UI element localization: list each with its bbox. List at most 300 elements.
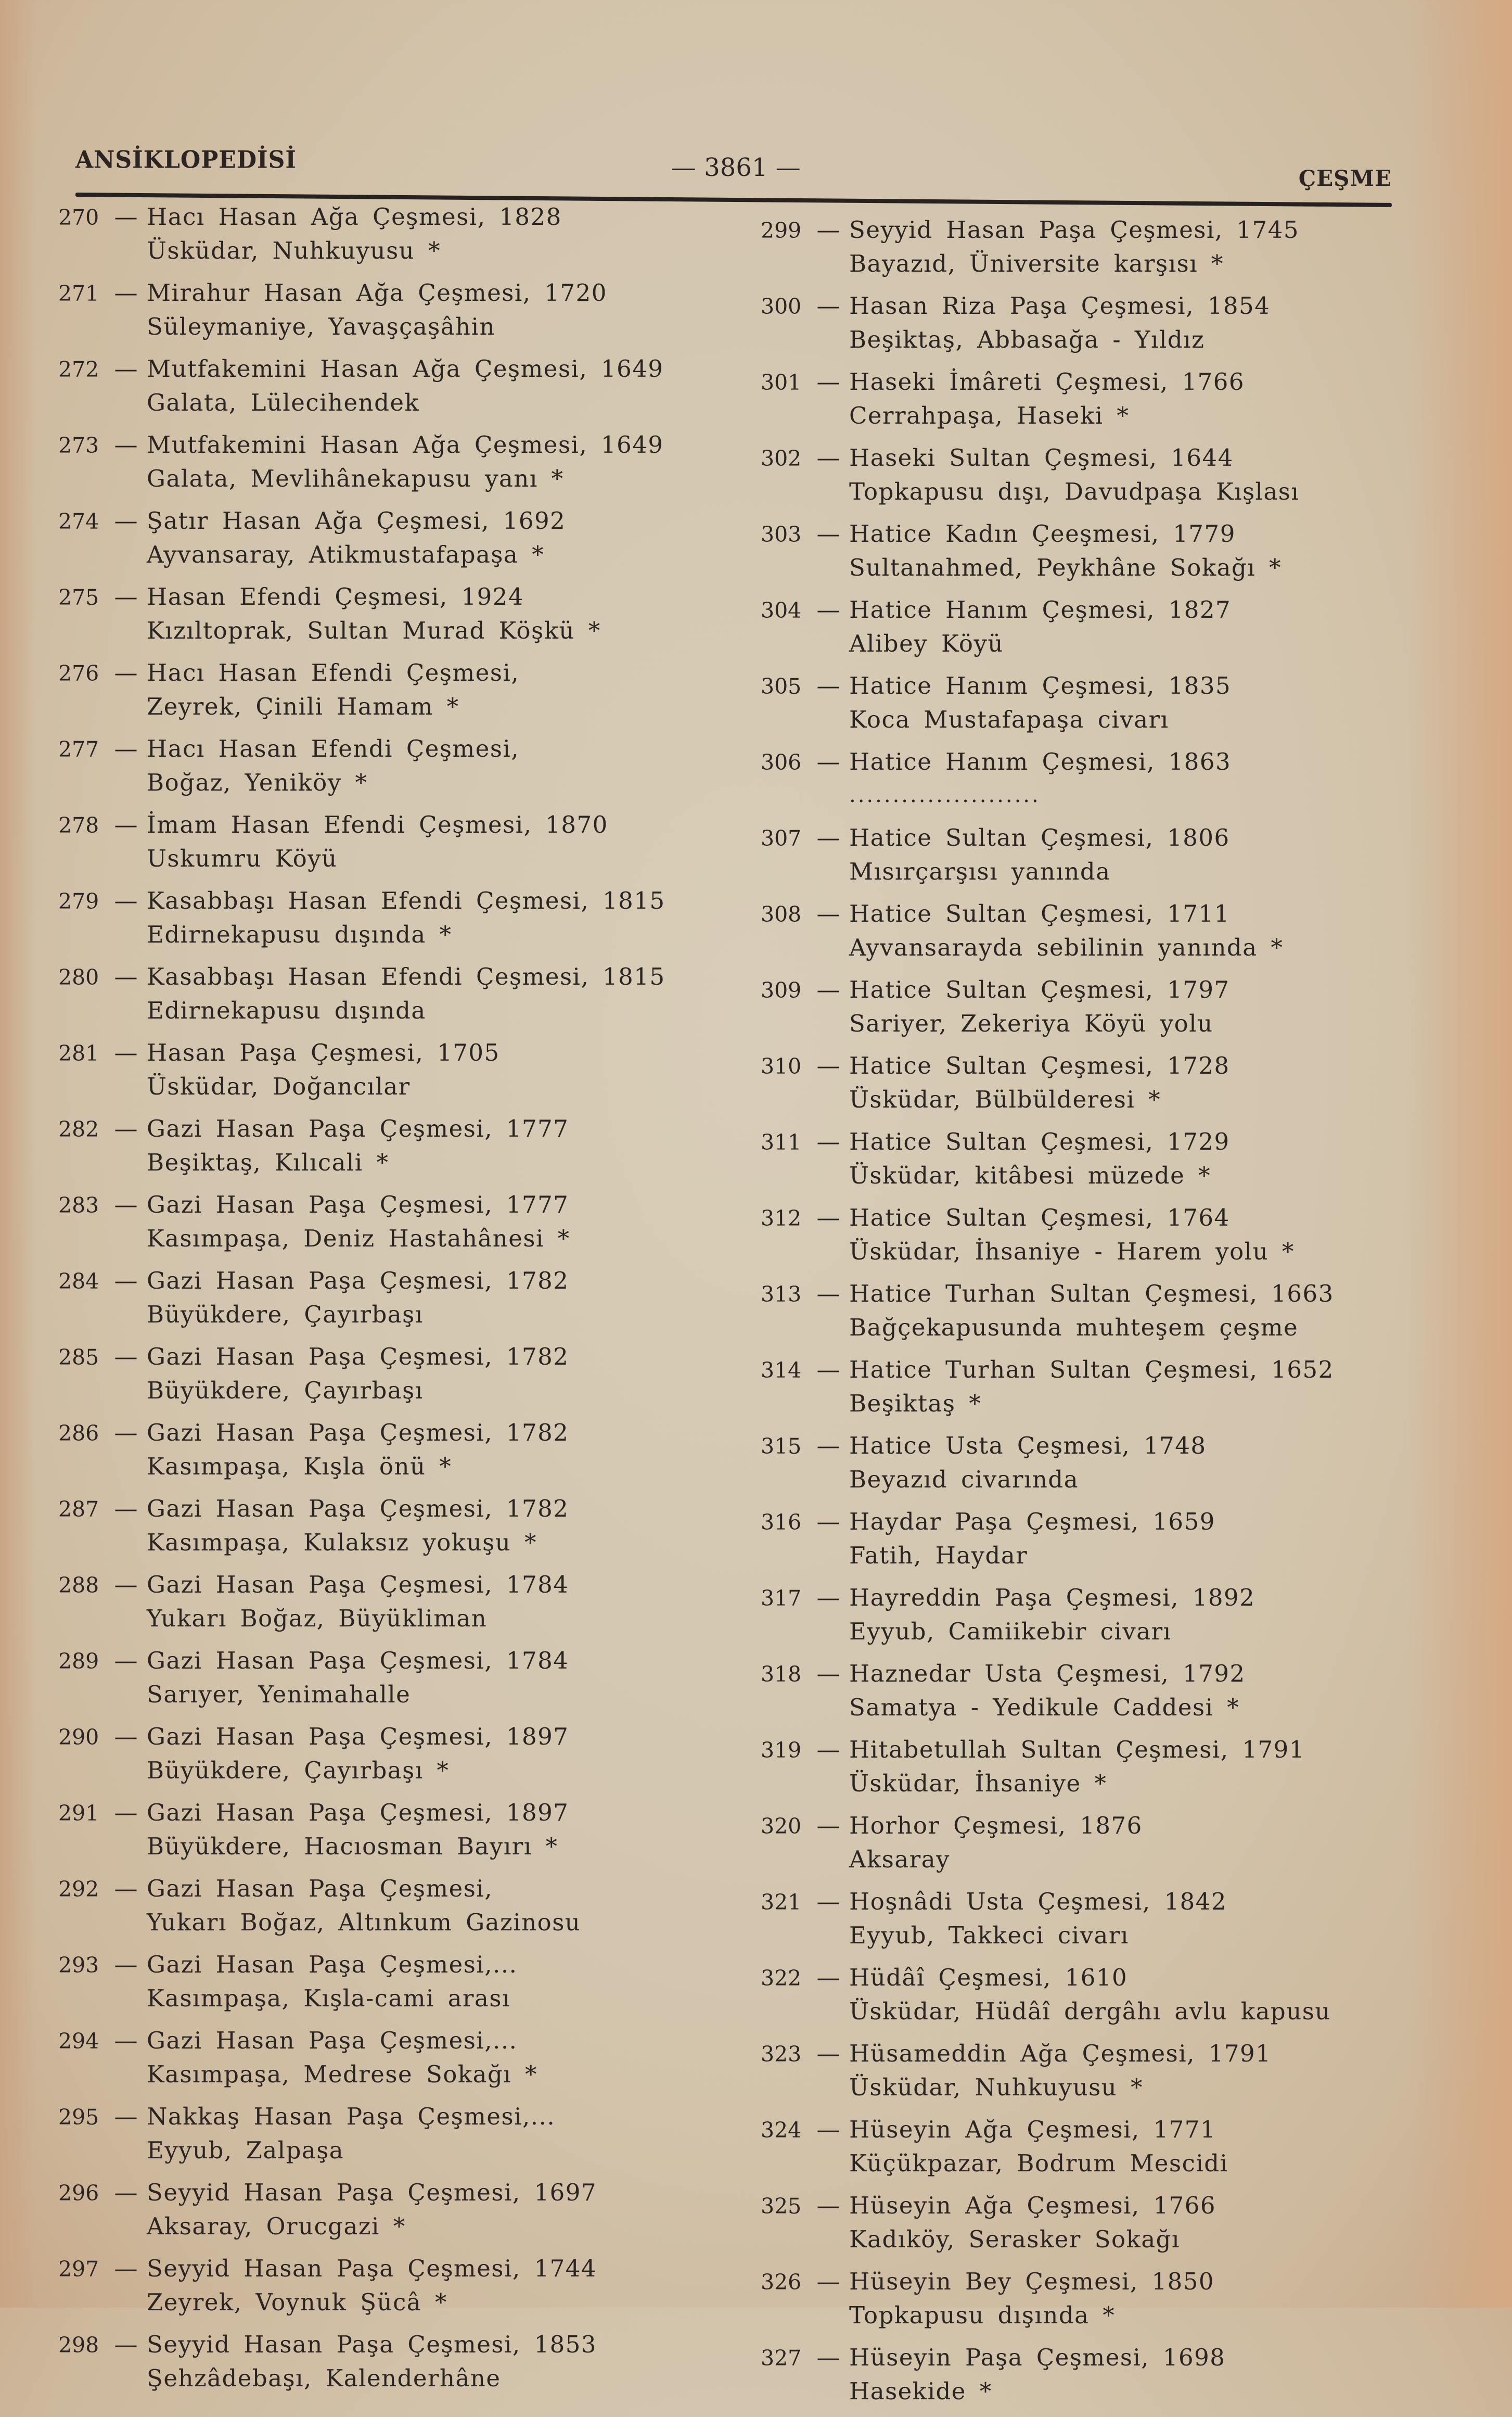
entry-number: 318 xyxy=(761,1662,802,1687)
entry-location: Ayvansaray, Atikmustafapaşa * xyxy=(147,541,545,568)
entry-dash: — xyxy=(114,1723,138,1750)
entry-title-line xyxy=(761,1125,1411,1159)
entry-dash: — xyxy=(114,2103,138,2130)
list-item xyxy=(58,1872,709,1939)
entry-dash: — xyxy=(816,596,840,624)
entry-title-line xyxy=(761,2037,1411,2071)
list-item xyxy=(58,1036,709,1103)
entry-title: Hatice Sultan Çeşmesi, 1729 xyxy=(849,1128,1230,1155)
entry-title-line xyxy=(761,1961,1411,1995)
entry-number: 326 xyxy=(761,2270,802,2295)
entry-title: Hüseyin Bey Çeşmesi, 1850 xyxy=(849,2268,1215,2295)
entry-title-line xyxy=(58,504,709,538)
list-item xyxy=(58,656,709,723)
entry-title-line xyxy=(58,1112,709,1146)
entry-location: Kadıköy, Serasker Sokağı xyxy=(849,2225,1180,2253)
list-item xyxy=(761,1505,1411,1572)
list-item xyxy=(761,1885,1411,1952)
entry-number: 327 xyxy=(761,2346,802,2371)
entry-title: Haseki İmâreti Çeşmesi, 1766 xyxy=(849,368,1245,396)
entry-number: 303 xyxy=(761,522,802,547)
entry-number: 273 xyxy=(58,433,99,458)
entry-location: Kasımpaşa, Kışla-cami arası xyxy=(147,1985,510,2012)
entry-number: 286 xyxy=(58,1421,99,1446)
list-item xyxy=(761,669,1411,736)
entry-number: 298 xyxy=(58,2333,99,2358)
running-head-left: ANSİKLOPEDİSİ xyxy=(75,146,297,174)
entry-location: Yukarı Boğaz, Altınkum Gazinosu xyxy=(147,1909,581,1936)
list-item xyxy=(761,897,1411,964)
page-edge-shadow-left xyxy=(0,0,36,2308)
entry-location: Üsküdar, Nuhkuyusu * xyxy=(147,237,441,264)
entry-title: Hatice Sultan Çeşmesi, 1806 xyxy=(849,824,1230,851)
entry-location: Yukarı Boğaz, Büyükliman xyxy=(147,1605,488,1632)
entry-title: Hatice Usta Çeşmesi, 1748 xyxy=(849,1432,1207,1459)
entry-number: 312 xyxy=(761,1206,802,1231)
entry-number: 301 xyxy=(761,370,802,395)
entry-location: Büyükdere, Çayırbaşı xyxy=(147,1377,424,1404)
entry-dash: — xyxy=(114,1647,138,1674)
entry-title-line xyxy=(761,1809,1411,1843)
entry-location: Aksaray, Orucgazi * xyxy=(147,2212,406,2240)
entry-location: Fatih, Haydar xyxy=(849,1542,1028,1569)
entry-dash: — xyxy=(816,2192,840,2219)
entry-dash: — xyxy=(114,507,138,535)
entry-title-line xyxy=(761,2341,1411,2375)
entry-dash: — xyxy=(114,1571,138,1598)
entry-dash: — xyxy=(816,1432,840,1459)
entry-dash: — xyxy=(114,2255,138,2282)
entry-number: 322 xyxy=(761,1966,802,1991)
entry-location: Sariyer, Zekeriya Köyü yolu xyxy=(849,1010,1213,1037)
entry-title: Seyyid Hasan Paşa Çeşmesi, 1853 xyxy=(147,2331,597,2358)
entry-dash: — xyxy=(114,1951,138,1978)
entry-number: 291 xyxy=(58,1801,99,1826)
entry-number: 272 xyxy=(58,357,99,382)
entry-title-line xyxy=(58,1264,709,1298)
entry-dash: — xyxy=(816,2344,840,2371)
list-item xyxy=(58,884,709,951)
list-item xyxy=(58,2176,709,2243)
entry-title: Mutfakemini Hasan Ağa Çeşmesi, 1649 xyxy=(147,355,664,383)
entry-location: Edirnekapusu dışında * xyxy=(147,921,452,948)
entry-dash: — xyxy=(816,1508,840,1535)
entry-title: Hayreddin Paşa Çeşmesi, 1892 xyxy=(849,1584,1255,1611)
list-item xyxy=(761,289,1411,356)
entry-title-line xyxy=(761,517,1411,551)
entry-dash: — xyxy=(816,292,840,320)
entry-location: Uskumru Köyü xyxy=(147,845,338,872)
entry-location: Üsküdar, Bülbülderesi * xyxy=(849,1086,1161,1113)
entry-dash: — xyxy=(114,1419,138,1446)
entry-title-line xyxy=(761,2265,1411,2299)
entry-dash: — xyxy=(114,2179,138,2206)
entry-title: Gazi Hasan Paşa Çeşmesi, 1777 xyxy=(147,1115,569,1142)
entry-number: 305 xyxy=(761,674,802,699)
list-item xyxy=(761,1277,1411,1344)
list-item xyxy=(58,1264,709,1331)
entry-dash: — xyxy=(114,1191,138,1218)
list-item xyxy=(58,1796,709,1863)
entry-title: Gazi Hasan Paşa Çeşmesi, 1897 xyxy=(147,1799,569,1826)
entry-title: Hatice Sultan Çeşmesi, 1728 xyxy=(849,1052,1230,1079)
entry-dash: — xyxy=(114,431,138,459)
left-column xyxy=(58,200,709,2404)
entry-title: Hacı Hasan Efendi Çeşmesi, xyxy=(147,659,520,686)
entry-title: Mirahur Hasan Ağa Çeşmesi, 1720 xyxy=(147,279,607,307)
entry-location: Samatya - Yedikule Caddesi * xyxy=(849,1694,1240,1721)
list-item xyxy=(761,821,1411,888)
list-item xyxy=(761,2113,1411,2180)
list-item xyxy=(58,1416,709,1483)
entry-dash: — xyxy=(816,2116,840,2143)
entry-number: 320 xyxy=(761,1814,802,1839)
entry-title: Kasabbaşı Hasan Efendi Çeşmesi, 1815 xyxy=(147,963,665,990)
entry-dash: — xyxy=(816,2040,840,2067)
entry-dash: — xyxy=(114,1343,138,1370)
entry-location: Beşiktaş * xyxy=(849,1390,982,1417)
entry-location: Kasımpaşa, Deniz Hastahânesi * xyxy=(147,1225,570,1252)
entry-title-line xyxy=(761,1733,1411,1767)
entry-title-line xyxy=(58,2252,709,2286)
entry-location: Beşiktaş, Abbasağa - Yıldız xyxy=(849,326,1205,353)
entry-title: Gazi Hasan Paşa Çeşmesi, 1897 xyxy=(147,1723,569,1750)
entry-location: Eyyub, Camiikebir civarı xyxy=(849,1618,1172,1645)
entry-number: 271 xyxy=(58,281,99,306)
entry-title: Mutfakemini Hasan Ağa Çeşmesi, 1649 xyxy=(147,431,664,459)
list-item xyxy=(761,1961,1411,2028)
list-item xyxy=(58,1644,709,1711)
list-item xyxy=(761,973,1411,1040)
list-item xyxy=(761,745,1411,812)
entry-location: Cerrahpaşa, Haseki * xyxy=(849,402,1130,429)
entry-location: Aksaray xyxy=(849,1846,950,1873)
entry-location: Üsküdar, İhsaniye * xyxy=(849,1770,1107,1797)
entry-title-line xyxy=(761,1429,1411,1463)
entry-number: 282 xyxy=(58,1117,99,1142)
entry-title: Haznedar Usta Çeşmesi, 1792 xyxy=(849,1660,1246,1687)
entry-location: Koca Mustafapaşa civarı xyxy=(849,706,1169,733)
entry-dash: — xyxy=(816,1128,840,1155)
list-item xyxy=(58,428,709,495)
entry-dash: — xyxy=(816,368,840,396)
entry-location: Üsküdar, kitâbesi müzede * xyxy=(849,1162,1211,1189)
entry-location: Boğaz, Yeniköy * xyxy=(147,769,368,796)
entry-dash: — xyxy=(114,583,138,610)
entry-title-line xyxy=(761,593,1411,627)
entry-title: Gazi Hasan Paşa Çeşmesi, 1782 xyxy=(147,1343,569,1370)
entry-location: Galata, Lülecihendek xyxy=(147,389,420,416)
entry-location: Sultanahmed, Peykhâne Sokağı * xyxy=(849,554,1282,581)
entry-title-line xyxy=(761,745,1411,779)
entry-title-line xyxy=(761,1581,1411,1615)
entry-title: Hatice Sultan Çeşmesi, 1764 xyxy=(849,1204,1230,1231)
entry-title-line xyxy=(761,1657,1411,1691)
entry-number: 281 xyxy=(58,1041,99,1066)
entry-title-line xyxy=(58,1340,709,1374)
entry-location: Bağçekapusunda muhteşem çeşme xyxy=(849,1314,1299,1341)
list-item xyxy=(58,580,709,647)
entry-location: Mısırçarşısı yanında xyxy=(849,858,1111,885)
entry-location: Hasekide * xyxy=(849,2377,992,2405)
entry-title-line xyxy=(58,200,709,234)
entry-location: Zeyrek, Çinili Hamam * xyxy=(147,693,459,720)
entry-title: Hüseyin Ağa Çeşmesi, 1771 xyxy=(849,2116,1216,2143)
entry-dash: — xyxy=(816,900,840,927)
entry-title: Gazi Hasan Paşa Çeşmesi, 1782 xyxy=(147,1267,569,1294)
entry-title: Hatice Sultan Çeşmesi, 1711 xyxy=(849,900,1230,927)
entry-number: 317 xyxy=(761,1586,802,1611)
entry-number: 285 xyxy=(58,1345,99,1370)
entry-dash: — xyxy=(816,1888,840,1915)
entry-title: Gazi Hasan Paşa Çeşmesi, 1777 xyxy=(147,1191,569,1218)
list-item xyxy=(761,2037,1411,2104)
entry-number: 278 xyxy=(58,813,99,838)
entry-title: Hitabetullah Sultan Çeşmesi, 1791 xyxy=(849,1736,1305,1763)
list-item xyxy=(58,732,709,799)
entry-title-line xyxy=(58,2176,709,2210)
entry-number: 309 xyxy=(761,978,802,1003)
entry-dash: — xyxy=(114,887,138,914)
entry-title: Hüseyin Ağa Çeşmesi, 1766 xyxy=(849,2192,1216,2219)
entry-title: Haseki Sultan Çeşmesi, 1644 xyxy=(849,444,1234,472)
entry-title-line xyxy=(761,669,1411,703)
entry-location: Beyazıd civarında xyxy=(849,1466,1079,1493)
entry-dash: — xyxy=(816,824,840,851)
entry-dash: — xyxy=(816,1356,840,1383)
entry-number: 270 xyxy=(58,205,99,230)
entry-title: Hatice Turhan Sultan Çeşmesi, 1652 xyxy=(849,1356,1334,1383)
list-item xyxy=(58,960,709,1027)
entry-title: Kasabbaşı Hasan Efendi Çeşmesi, 1815 xyxy=(147,887,665,914)
entry-number: 314 xyxy=(761,1358,802,1383)
entry-title-line xyxy=(761,1277,1411,1311)
entry-number: 297 xyxy=(58,2257,99,2282)
entry-title-line xyxy=(761,2113,1411,2147)
entry-number: 290 xyxy=(58,1725,99,1750)
entry-location: Küçükpazar, Bodrum Mescidi xyxy=(849,2149,1228,2177)
entry-number: 323 xyxy=(761,2042,802,2067)
entry-title: Horhor Çeşmesi, 1876 xyxy=(849,1812,1143,1839)
entry-number: 321 xyxy=(761,1890,802,1915)
entry-location: Beşiktaş, Kılıcali * xyxy=(147,1149,389,1176)
entry-number: 287 xyxy=(58,1497,99,1522)
entry-location: Zeyrek, Voynuk Şücâ * xyxy=(147,2288,447,2316)
entry-dash: — xyxy=(816,1280,840,1307)
list-item xyxy=(58,1112,709,1179)
entry-number: 316 xyxy=(761,1510,802,1535)
entry-title-line xyxy=(761,289,1411,323)
entry-number: 299 xyxy=(761,218,802,243)
entry-number: 292 xyxy=(58,1877,99,1902)
entry-dash: — xyxy=(816,976,840,1003)
entry-title-line xyxy=(58,884,709,918)
list-item xyxy=(761,1201,1411,1268)
entry-location: Topkapusu dışında * xyxy=(849,2301,1116,2329)
entry-dash: — xyxy=(114,1267,138,1294)
entry-dash: — xyxy=(816,1736,840,1763)
list-item xyxy=(58,276,709,343)
entry-number: 307 xyxy=(761,826,802,851)
list-item xyxy=(761,2265,1411,2332)
entry-dash: — xyxy=(816,1052,840,1079)
entry-dash: — xyxy=(114,279,138,307)
entry-number: 277 xyxy=(58,737,99,762)
entry-location: Büyükdere, Çayırbaşı xyxy=(147,1301,424,1328)
entry-number: 315 xyxy=(761,1434,802,1459)
entry-title: Haydar Paşa Çeşmesi, 1659 xyxy=(849,1508,1215,1535)
entry-location: Kızıltoprak, Sultan Murad Köşkü * xyxy=(147,617,601,644)
list-item xyxy=(58,1492,709,1559)
list-item xyxy=(58,1720,709,1787)
entry-location: Eyyub, Takkeci civarı xyxy=(849,1922,1129,1949)
entry-number: 288 xyxy=(58,1573,99,1598)
entry-dash: — xyxy=(114,1875,138,1902)
entry-dash: — xyxy=(816,444,840,472)
entry-number: 275 xyxy=(58,585,99,610)
entry-title: Seyyid Hasan Paşa Çeşmesi, 1744 xyxy=(147,2255,597,2282)
entry-title: Hüdâî Çeşmesi, 1610 xyxy=(849,1964,1128,1991)
entry-title: Hasan Efendi Çeşmesi, 1924 xyxy=(147,583,524,610)
entry-title-line xyxy=(761,1353,1411,1387)
list-item xyxy=(58,504,709,571)
entry-number: 313 xyxy=(761,1282,802,1307)
entry-title-line xyxy=(58,276,709,310)
entry-title: Hacı Hasan Ağa Çeşmesi, 1828 xyxy=(147,203,562,231)
entry-number: 274 xyxy=(58,509,99,534)
entry-number: 324 xyxy=(761,2118,802,2143)
list-item xyxy=(761,213,1411,280)
entry-location: Bayazıd, Üniversite karşısı * xyxy=(849,250,1224,277)
entry-location: Edirnekapusu dışında xyxy=(147,997,426,1024)
entry-location: Süleymaniye, Yavaşçaşâhin xyxy=(147,313,495,340)
entry-number: 302 xyxy=(761,446,802,471)
entry-location: Alibey Köyü xyxy=(849,630,1004,657)
list-item xyxy=(58,1340,709,1407)
entry-location: Kasımpaşa, Kulaksız yokuşu * xyxy=(147,1529,537,1556)
entry-number: 325 xyxy=(761,2194,802,2219)
entry-number: 300 xyxy=(761,294,802,319)
entry-dash: — xyxy=(114,1039,138,1066)
entry-number: 280 xyxy=(58,965,99,990)
entry-location: Eyyub, Zalpaşa xyxy=(147,2136,344,2164)
entry-title: Hüseyin Paşa Çeşmesi, 1698 xyxy=(849,2344,1226,2371)
entry-title-line xyxy=(761,365,1411,399)
entry-title-line xyxy=(58,1492,709,1526)
entry-title-line xyxy=(58,1036,709,1070)
entry-dash: — xyxy=(816,1584,840,1611)
entry-number: 296 xyxy=(58,2181,99,2206)
entry-title-line xyxy=(58,1188,709,1222)
entry-location: Üsküdar, Hüdâî dergâhı avlu kapusu xyxy=(849,1998,1331,2025)
entry-dash: — xyxy=(816,748,840,775)
entry-dash: — xyxy=(114,203,138,231)
entry-location: Üsküdar, Doğancılar xyxy=(147,1073,411,1100)
entry-location: Kasımpaşa, Medrese Sokağı * xyxy=(147,2060,537,2088)
right-column xyxy=(761,213,1411,2417)
entry-title-line xyxy=(58,1720,709,1754)
entry-title: Gazi Hasan Paşa Çeşmesi,... xyxy=(147,1951,518,1978)
entry-title-line xyxy=(58,2024,709,2058)
entry-dash: — xyxy=(816,1204,840,1231)
list-item xyxy=(761,1429,1411,1496)
entry-title: Nakkaş Hasan Paşa Çeşmesi,... xyxy=(147,2103,556,2130)
entry-title: Hatice Hanım Çeşmesi, 1863 xyxy=(849,748,1232,775)
list-item xyxy=(58,352,709,419)
list-item xyxy=(58,2100,709,2167)
entry-title-line xyxy=(58,428,709,462)
entry-title-line xyxy=(761,2189,1411,2223)
entry-title: Gazi Hasan Paşa Çeşmesi, 1784 xyxy=(147,1571,569,1598)
entry-number: 284 xyxy=(58,1269,99,1294)
entry-dash: — xyxy=(114,1495,138,1522)
entry-number: 276 xyxy=(58,661,99,686)
entry-dash: — xyxy=(816,2268,840,2295)
list-item xyxy=(761,2189,1411,2256)
list-item xyxy=(761,1809,1411,1876)
entry-title-line xyxy=(58,2100,709,2134)
entry-title-line xyxy=(58,1872,709,1906)
entry-dash: — xyxy=(114,659,138,686)
entry-dash: — xyxy=(114,1115,138,1142)
entry-title: Hatice Turhan Sultan Çeşmesi, 1663 xyxy=(849,1280,1334,1307)
entry-dash: — xyxy=(114,963,138,990)
list-item xyxy=(58,1188,709,1255)
entry-dash: — xyxy=(816,216,840,244)
entry-dash: — xyxy=(816,520,840,548)
entry-title: Hacı Hasan Efendi Çeşmesi, xyxy=(147,735,520,762)
entry-number: 283 xyxy=(58,1193,99,1218)
entry-title: Gazi Hasan Paşa Çeşmesi, 1782 xyxy=(147,1419,569,1446)
entry-title-line xyxy=(761,821,1411,855)
entry-number: 311 xyxy=(761,1130,802,1155)
entry-title-line xyxy=(761,1049,1411,1083)
entry-title-line xyxy=(58,1796,709,1830)
entry-number: 308 xyxy=(761,902,802,927)
list-item xyxy=(761,1353,1411,1420)
entry-title-line xyxy=(58,656,709,690)
entry-title: Hoşnâdi Usta Çeşmesi, 1842 xyxy=(849,1888,1227,1915)
entry-title-line xyxy=(58,960,709,994)
entry-dash: — xyxy=(114,811,138,838)
entry-number: 306 xyxy=(761,750,802,775)
entry-number: 294 xyxy=(58,2029,99,2054)
entry-location: Şehzâdebaşı, Kalenderhâne xyxy=(147,2364,501,2392)
entry-title-line xyxy=(58,2328,709,2362)
list-item xyxy=(58,200,709,267)
entry-title-line xyxy=(58,352,709,386)
entry-title-line xyxy=(58,580,709,614)
list-item xyxy=(761,441,1411,508)
entry-title-line xyxy=(58,1948,709,1982)
entry-location: Galata, Mevlihânekapusu yanı * xyxy=(147,465,564,492)
list-item xyxy=(58,2024,709,2091)
entry-number: 289 xyxy=(58,1649,99,1674)
list-item xyxy=(761,365,1411,432)
entry-dash: — xyxy=(816,1660,840,1687)
entry-title-line xyxy=(58,808,709,842)
list-item xyxy=(761,1125,1411,1192)
entry-number: 295 xyxy=(58,2105,99,2130)
entry-title-line xyxy=(58,1644,709,1678)
list-item xyxy=(58,2252,709,2319)
list-item xyxy=(761,1581,1411,1648)
entry-title-line xyxy=(761,973,1411,1007)
entry-title: Gazi Hasan Paşa Çeşmesi, 1782 xyxy=(147,1495,569,1522)
entry-title: Hatice Sultan Çeşmesi, 1797 xyxy=(849,976,1230,1003)
entry-title: Hasan Paşa Çeşmesi, 1705 xyxy=(147,1039,500,1066)
entry-title: Gazi Hasan Paşa Çeşmesi, 1784 xyxy=(147,1647,569,1674)
